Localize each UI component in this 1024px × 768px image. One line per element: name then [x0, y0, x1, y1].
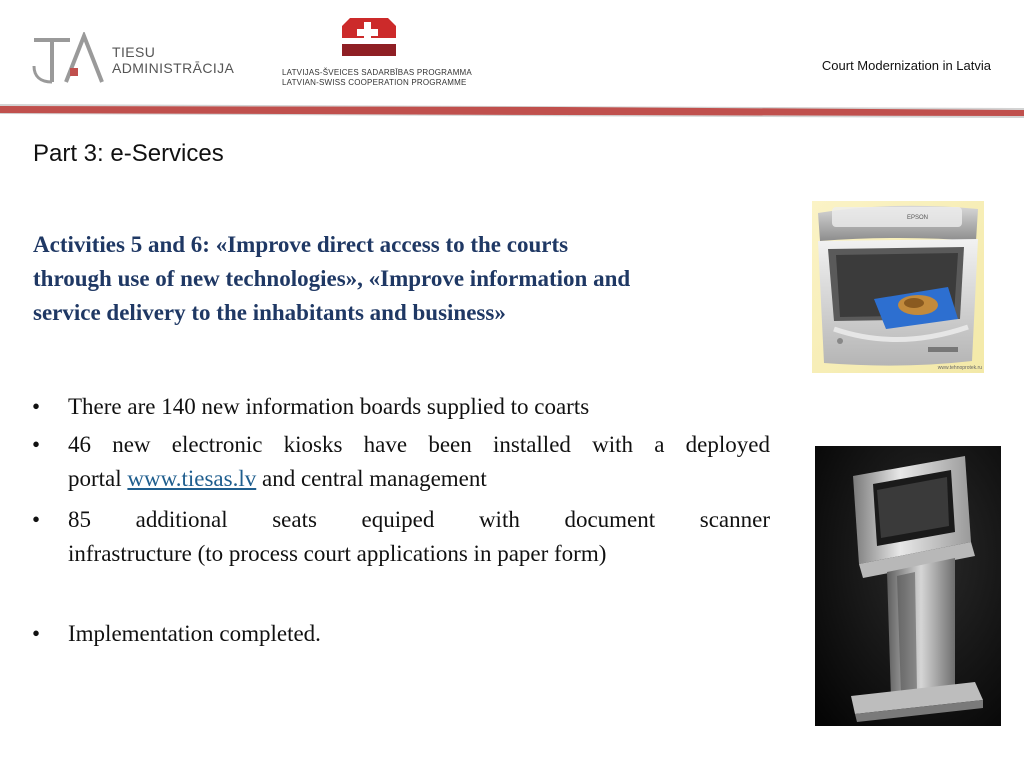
tiesas-portal-link[interactable]: www.tiesas.lv: [127, 466, 257, 491]
bullet-marker: •: [32, 432, 41, 457]
bullet-marker: •: [32, 621, 41, 646]
activities-line-1: Activities 5 and 6: «Improve direct access to the courts: [33, 232, 569, 257]
programme-name-lv: LATVIJAS-ŠVEICES SADARBĪBAS PROGRAMMA: [282, 68, 472, 77]
tiesu-administracija-logo: [30, 24, 235, 94]
bullet-text-segment: portal: [68, 466, 128, 491]
bullet-item-kiosks: [32, 428, 770, 496]
bullet-marker: •: [32, 394, 41, 419]
activities-heading: [33, 228, 793, 330]
bullet-marker: •: [32, 507, 41, 532]
ta-logo-line-1: TIESU: [112, 44, 156, 60]
document-scanner-photo: [812, 201, 984, 373]
activities-line-2: through use of new technologies», «Improve information and: [33, 266, 631, 291]
latvian-swiss-programme-logo: [282, 16, 472, 96]
scanner-brand-label: EPSON: [907, 215, 929, 221]
bullet-item-implementation: [32, 617, 770, 651]
electronic-kiosk-photo: [815, 446, 1001, 726]
swiss-cross-icon: [340, 16, 398, 62]
scanner-photo-caption: www.tehnoprotek.ru: [937, 365, 982, 371]
bullet-text-line-2: infrastructure (to process court applications in paper form): [68, 541, 607, 566]
ta-logo-mark: [30, 32, 106, 86]
bullet-item-information-boards: [32, 390, 770, 424]
ta-logo-line-2: ADMINISTRĀCIJA: [112, 60, 235, 76]
section-title: Part 3: e-Services: [33, 140, 224, 167]
bullet-text-segment: and central management: [256, 466, 487, 491]
header-title: Court Modernization in Latvia: [821, 58, 991, 73]
activities-line-3: service delivery to the inhabitants and business»: [33, 300, 506, 325]
bullet-text: [68, 503, 770, 571]
bullet-text-line-1: 46 new electronic kiosks have been installed with a deployed: [68, 432, 770, 457]
bullet-text-line-2: [68, 462, 770, 496]
bullet-item-scanner-seats: [32, 503, 770, 571]
header-divider: [0, 104, 1024, 118]
bullet-text: Implementation completed.: [68, 621, 321, 646]
bullet-text: There are 140 new information boards supplied to coarts: [68, 394, 590, 419]
bullet-text: [68, 428, 770, 496]
bullet-text-line-1: 85 additional seats equiped with document scanner: [68, 507, 770, 532]
programme-name-en: LATVIAN-SWISS COOPERATION PROGRAMME: [282, 78, 467, 87]
